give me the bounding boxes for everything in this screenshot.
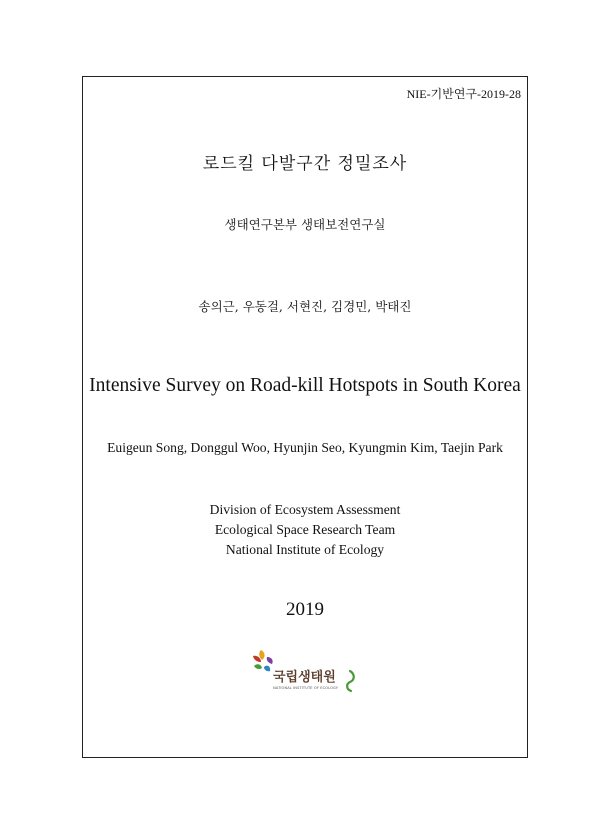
logo-korean-name: 국립생태원 [273,670,336,685]
report-id: NIE-기반연구-2019-28 [406,87,521,101]
english-affiliation [83,500,527,560]
logo-english-name: NATIONAL INSTITUTE OF ECOLOGY [273,686,339,690]
publication-year: 2019 [286,599,324,620]
korean-department: 생태연구본부 생태보전연구실 [224,217,386,232]
swirl-icon [343,669,357,693]
english-authors: Euigeun Song, Donggul Woo, Hyunjin Seo, Kyungmin Kim, Taejin Park [107,440,503,455]
affiliation-line-team: Ecological Space Research Team [214,522,396,537]
korean-authors: 송의근, 우동걸, 서현진, 김경민, 박태진 [198,299,412,314]
affiliation-line-division: Division of Ecosystem Assessment [209,502,401,517]
nie-logo [251,649,363,701]
english-title: Intensive Survey on Road-kill Hotspots in South Korea [89,375,521,396]
cover-frame [82,76,528,758]
korean-title: 로드킬 다발구간 정밀조사 [202,154,408,174]
affiliation-line-institute: National Institute of Ecology [225,542,385,557]
leaf-cluster-icon [251,649,275,677]
